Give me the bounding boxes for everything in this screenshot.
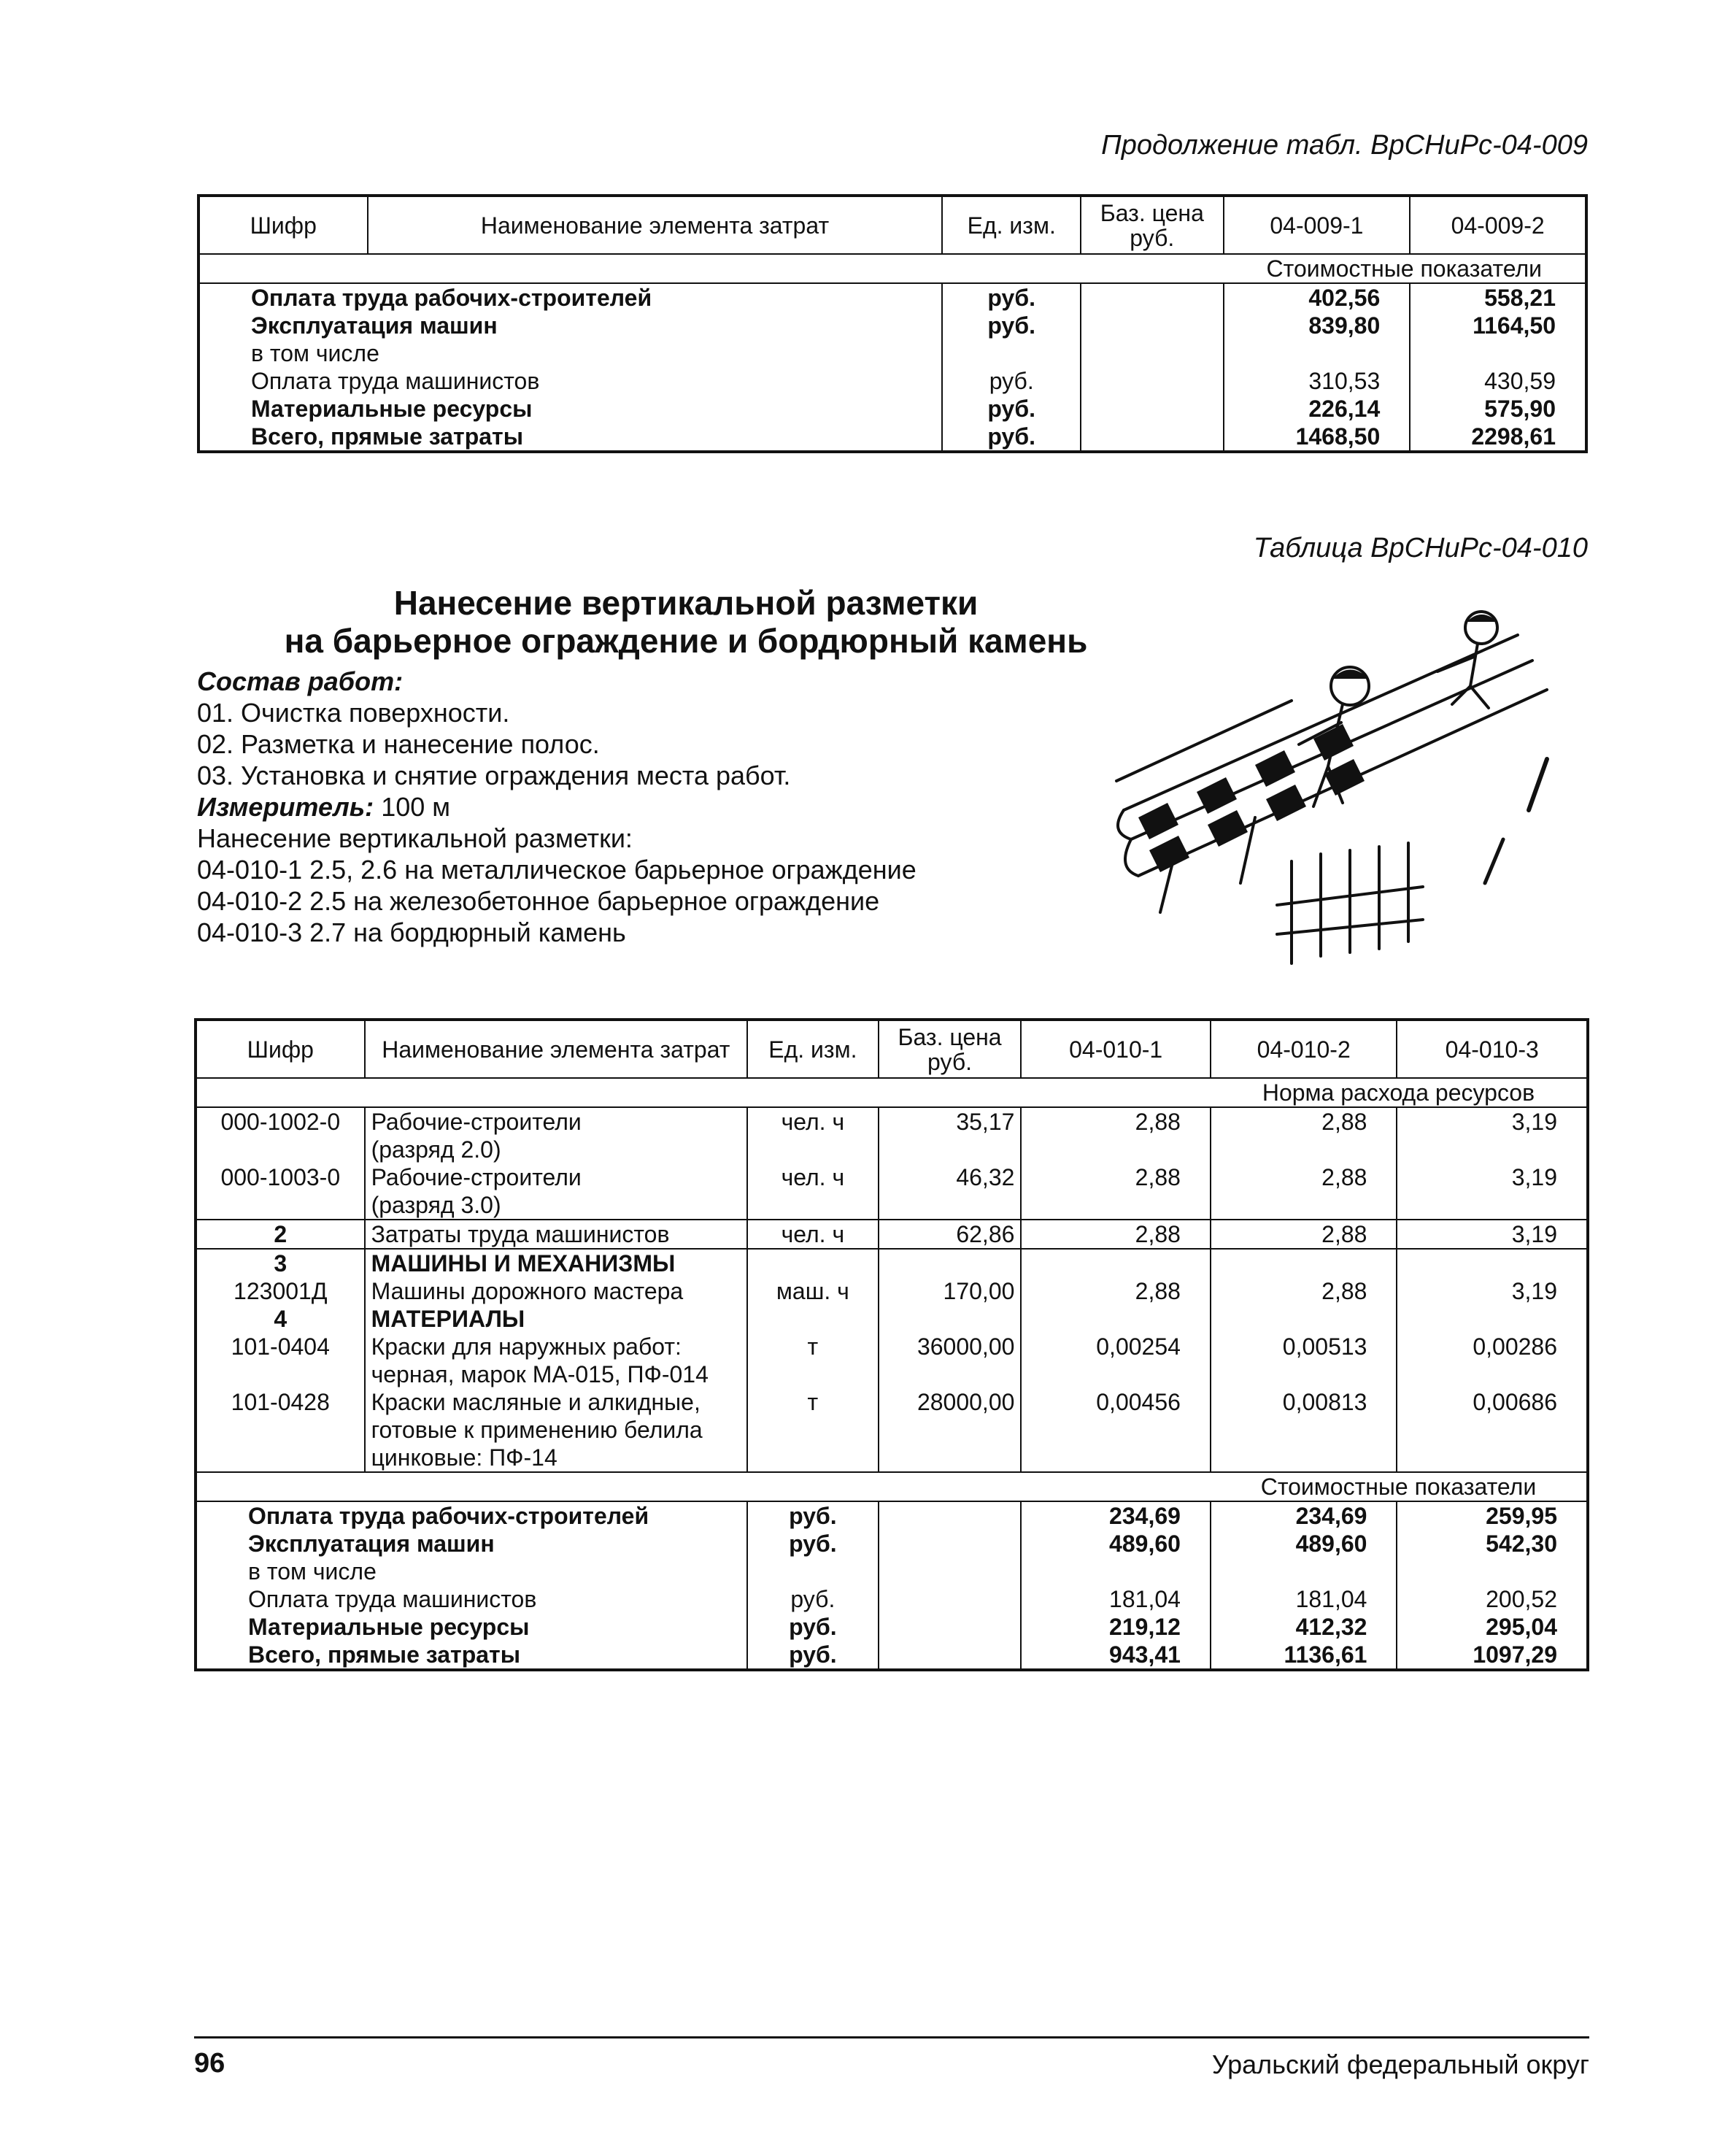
subheader-cost: Стоимостные показатели [1260, 1474, 1537, 1500]
row-code: 101-0428 [231, 1389, 330, 1415]
row-price [1081, 312, 1224, 339]
row-value-2: 2,88 [1211, 1277, 1397, 1305]
row-name [365, 1388, 748, 1472]
resource-row [196, 1220, 1588, 1249]
row-code: 101-0404 [231, 1333, 330, 1360]
row-value-3 [1397, 1305, 1588, 1333]
col-header-name: Наименование элемента затрат [365, 1020, 748, 1078]
row-name: Материальные ресурсы [251, 396, 533, 422]
row-name: Всего, прямые затраты [251, 423, 524, 450]
row-price: 46,32 [879, 1163, 1022, 1220]
row-value-2: 1164,50 [1410, 312, 1586, 339]
row-price [879, 1585, 1022, 1613]
work-item: 02. Разметка и нанесение полос. [197, 729, 600, 759]
row-name: Оплата труда машинистов [248, 1586, 537, 1612]
row-value-3: 3,19 [1397, 1220, 1588, 1249]
row-value-3: 200,52 [1397, 1585, 1588, 1613]
table-row [198, 312, 1586, 339]
row-price [879, 1501, 1022, 1530]
row-value-1 [1021, 1305, 1211, 1333]
col-header-04-010-1: 04-010-1 [1021, 1020, 1211, 1078]
row-unit [942, 339, 1081, 367]
row-code: 4 [274, 1306, 288, 1332]
row-name: в том числе [248, 1558, 377, 1585]
row-name-line: Рабочие-строители [371, 1109, 582, 1135]
row-value-1: 234,69 [1021, 1501, 1211, 1530]
row-code: 000-1003-0 [220, 1164, 341, 1190]
row-unit [747, 1305, 879, 1333]
row-code: 123001Д [234, 1278, 328, 1304]
row-price [879, 1613, 1022, 1641]
table-row [198, 339, 1586, 367]
row-name: в том числе [251, 340, 379, 366]
row-name-line: (разряд 3.0) [371, 1192, 501, 1218]
row-price [879, 1641, 1022, 1670]
row-value-3: 0,00686 [1397, 1388, 1588, 1472]
row-price [1081, 423, 1224, 452]
row-value-1: 2,88 [1021, 1277, 1211, 1305]
row-price [879, 1249, 1022, 1277]
resource-row [196, 1333, 1588, 1388]
row-name: Оплата труда машинистов [251, 368, 540, 394]
row-value-2 [1211, 1249, 1397, 1277]
row-price [879, 1558, 1022, 1585]
row-value-1: 219,12 [1021, 1613, 1211, 1641]
row-name-line: Затраты труда машинистов [371, 1221, 670, 1247]
row-unit: руб. [747, 1641, 879, 1670]
work-item: 01. Очистка поверхности. [197, 698, 510, 728]
row-value-1: 226,14 [1224, 395, 1411, 423]
row-unit: руб. [942, 423, 1081, 452]
row-value-1: 1468,50 [1224, 423, 1411, 452]
table-row [198, 367, 1586, 395]
col-header-price: Баз. цена руб. [1081, 196, 1224, 254]
row-value-1: 0,00254 [1021, 1333, 1211, 1388]
continuation-caption: Продолжение табл. ВрСНиРс-04-009 [1101, 130, 1588, 161]
row-value-1: 489,60 [1021, 1530, 1211, 1558]
row-value-1: 2,88 [1021, 1220, 1211, 1249]
row-name: Эксплуатация машин [248, 1531, 495, 1557]
row-name [365, 1305, 748, 1333]
row-name-line: МАТЕРИАЛЫ [371, 1306, 525, 1332]
row-value-2: 234,69 [1211, 1501, 1397, 1530]
row-value-1 [1021, 1558, 1211, 1585]
row-unit: руб. [747, 1613, 879, 1641]
row-name-line: готовые к применению белила [371, 1417, 703, 1443]
works-label: Состав работ: [197, 666, 404, 696]
resource-row [196, 1305, 1588, 1333]
cost-row [196, 1530, 1588, 1558]
row-price: 62,86 [879, 1220, 1022, 1249]
row-value-2: 2298,61 [1410, 423, 1586, 452]
work-description [197, 666, 1146, 948]
table-row [198, 423, 1586, 452]
row-value-2: 0,00513 [1211, 1333, 1397, 1388]
row-name-line: Краски масляные и алкидные, [371, 1389, 701, 1415]
row-name-line: Рабочие-строители [371, 1164, 582, 1190]
row-name [365, 1333, 748, 1388]
row-code: 2 [274, 1221, 288, 1247]
row-value-2 [1211, 1305, 1397, 1333]
row-unit: маш. ч [747, 1277, 879, 1305]
row-value-2: 489,60 [1211, 1530, 1397, 1558]
row-price [879, 1530, 1022, 1558]
resource-row [196, 1277, 1588, 1305]
work-item: 03. Установка и снятие ограждения места работ. [197, 761, 791, 790]
row-value-1: 310,53 [1224, 367, 1411, 395]
row-value-1: 402,56 [1224, 283, 1411, 312]
row-value-3: 295,04 [1397, 1613, 1588, 1641]
cost-table-04-009 [197, 194, 1588, 453]
row-value-2: 181,04 [1211, 1585, 1397, 1613]
road-workers-illustration [1109, 598, 1562, 978]
row-unit: руб. [942, 395, 1081, 423]
row-name [365, 1220, 748, 1249]
resource-row [196, 1249, 1588, 1277]
row-value-3 [1397, 1558, 1588, 1585]
desc-item: 04-010-2 2.5 на железобетонное барьерное ограждение [197, 886, 880, 916]
measure-line [197, 791, 1146, 823]
row-value-1 [1021, 1249, 1211, 1277]
desc-intro: Нанесение вертикальной разметки: [197, 823, 633, 853]
col-header-unit: Ед. изм. [942, 196, 1081, 254]
row-price [1081, 339, 1224, 367]
row-name-line: МАШИНЫ И МЕХАНИЗМЫ [371, 1250, 676, 1277]
row-name: Эксплуатация машин [251, 312, 498, 339]
measure-value: 100 м [381, 792, 451, 822]
row-unit: чел. ч [747, 1107, 879, 1163]
row-name-line: цинковые: ПФ-14 [371, 1444, 557, 1471]
row-value-2 [1211, 1558, 1397, 1585]
row-value-3 [1397, 1249, 1588, 1277]
row-value-1: 839,80 [1224, 312, 1411, 339]
row-unit [747, 1558, 879, 1585]
col-header-04-010-2: 04-010-2 [1211, 1020, 1397, 1078]
col-header-04-009-1: 04-009-1 [1224, 196, 1411, 254]
subheader-cost: Стоимостные показатели [1266, 255, 1543, 282]
row-value-3: 3,19 [1397, 1107, 1588, 1163]
cost-row [196, 1613, 1588, 1641]
row-value-2: 2,88 [1211, 1220, 1397, 1249]
footer-region: Уральский федеральный округ [1211, 2049, 1589, 2079]
row-name [365, 1107, 748, 1163]
row-unit: руб. [942, 367, 1081, 395]
resource-row [196, 1163, 1588, 1220]
resource-row [196, 1388, 1588, 1472]
row-value-2: 0,00813 [1211, 1388, 1397, 1472]
desc-item: 04-010-3 2.7 на бордюрный камень [197, 917, 626, 947]
row-value-2: 412,32 [1211, 1613, 1397, 1641]
row-code: 000-1002-0 [220, 1109, 341, 1135]
row-value-1: 0,00456 [1021, 1388, 1211, 1472]
row-price: 28000,00 [879, 1388, 1022, 1472]
row-unit: т [747, 1388, 879, 1472]
cost-row [196, 1558, 1588, 1585]
row-price [1081, 283, 1224, 312]
col-header-code: Шифр [196, 1020, 365, 1078]
row-value-2: 558,21 [1410, 283, 1586, 312]
title-line-1: Нанесение вертикальной разметки [393, 584, 979, 622]
resource-table-04-010 [194, 1018, 1589, 1671]
row-name [365, 1249, 748, 1277]
col-header-unit: Ед. изм. [747, 1020, 879, 1078]
row-name-line: Краски для наружных работ: [371, 1333, 682, 1360]
row-value-1: 2,88 [1021, 1163, 1211, 1220]
row-name: Оплата труда рабочих-строителей [251, 285, 652, 311]
row-code: 3 [274, 1250, 288, 1277]
row-unit: чел. ч [747, 1163, 879, 1220]
row-price: 35,17 [879, 1107, 1022, 1163]
subheader-resources: Норма расхода ресурсов [1262, 1079, 1535, 1106]
measure-label: Измеритель: [197, 792, 374, 822]
col-header-04-010-3: 04-010-3 [1397, 1020, 1588, 1078]
desc-item: 04-010-1 2.5, 2.6 на металлическое барьерное ограждение [197, 855, 916, 885]
row-unit: руб. [747, 1501, 879, 1530]
row-value-1 [1224, 339, 1411, 367]
row-unit: руб. [747, 1585, 879, 1613]
row-price: 170,00 [879, 1277, 1022, 1305]
row-name-line: Машины дорожного мастера [371, 1278, 684, 1304]
cost-row [196, 1641, 1588, 1670]
table-label: Таблица ВрСНиРс-04-010 [1253, 533, 1588, 563]
row-unit: руб. [942, 283, 1081, 312]
section-title [241, 584, 1131, 660]
row-value-3: 3,19 [1397, 1277, 1588, 1305]
row-name [365, 1163, 748, 1220]
row-value-2: 430,59 [1410, 367, 1586, 395]
row-price: 36000,00 [879, 1333, 1022, 1388]
row-value-3: 542,30 [1397, 1530, 1588, 1558]
col-header-04-009-2: 04-009-2 [1410, 196, 1586, 254]
row-value-1: 2,88 [1021, 1107, 1211, 1163]
row-value-3: 259,95 [1397, 1501, 1588, 1530]
row-name [365, 1277, 748, 1305]
title-line-2: на барьерное ограждение и бордюрный камень [284, 622, 1088, 660]
col-header-price: Баз. цена руб. [879, 1020, 1022, 1078]
row-name: Всего, прямые затраты [248, 1641, 521, 1668]
row-value-2 [1410, 339, 1586, 367]
row-value-3: 0,00286 [1397, 1333, 1588, 1388]
row-price [1081, 367, 1224, 395]
col-header-name: Наименование элемента затрат [368, 196, 943, 254]
row-name-line: черная, марок МА-015, ПФ-014 [371, 1361, 709, 1387]
page-number: 96 [194, 2048, 225, 2079]
row-unit: чел. ч [747, 1220, 879, 1249]
row-value-2: 575,90 [1410, 395, 1586, 423]
row-unit: руб. [747, 1530, 879, 1558]
row-value-3: 3,19 [1397, 1163, 1588, 1220]
row-name-line: (разряд 2.0) [371, 1136, 501, 1163]
table-row [198, 395, 1586, 423]
row-value-2: 1136,61 [1211, 1641, 1397, 1670]
row-value-3: 1097,29 [1397, 1641, 1588, 1670]
row-unit: т [747, 1333, 879, 1388]
cost-row [196, 1585, 1588, 1613]
resource-row [196, 1107, 1588, 1163]
row-price [879, 1305, 1022, 1333]
row-value-1: 181,04 [1021, 1585, 1211, 1613]
cost-row [196, 1501, 1588, 1530]
row-value-1: 943,41 [1021, 1641, 1211, 1670]
row-value-2: 2,88 [1211, 1107, 1397, 1163]
row-value-2: 2,88 [1211, 1163, 1397, 1220]
row-name: Материальные ресурсы [248, 1614, 530, 1640]
col-header-code: Шифр [198, 196, 368, 254]
row-name: Оплата труда рабочих-строителей [248, 1503, 649, 1529]
table-row [198, 283, 1586, 312]
row-unit: руб. [942, 312, 1081, 339]
footer-rule [194, 2036, 1589, 2038]
row-unit [747, 1249, 879, 1277]
row-price [1081, 395, 1224, 423]
